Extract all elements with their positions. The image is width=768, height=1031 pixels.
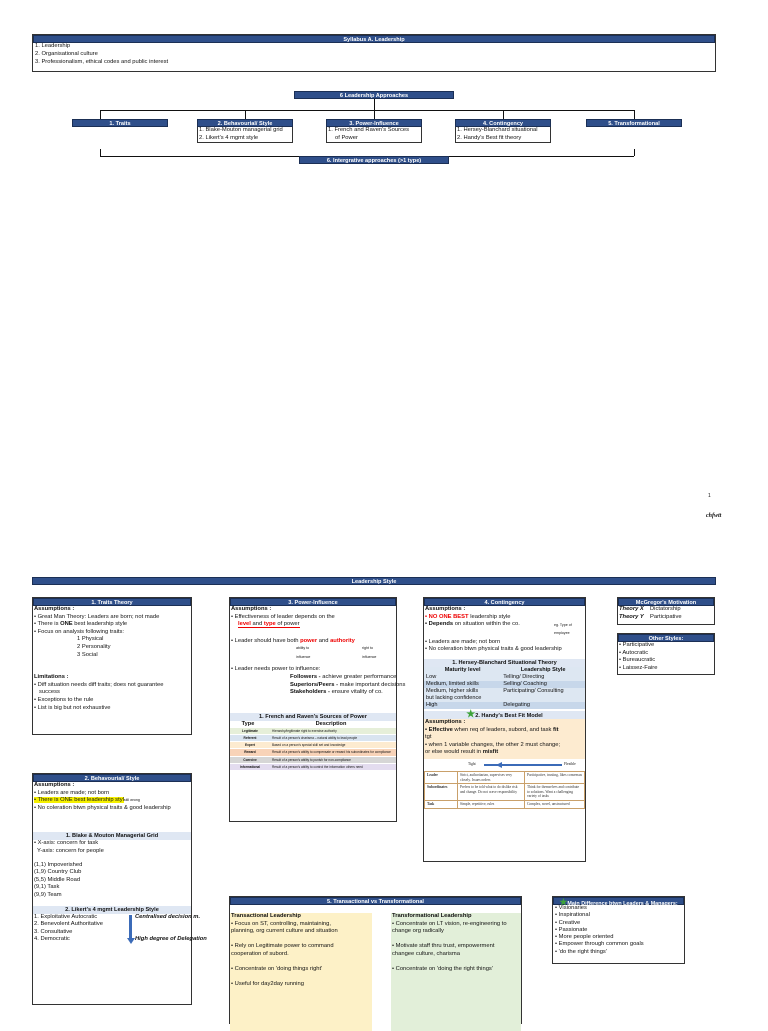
- contingency-title: 4. Contingency: [424, 598, 585, 606]
- power-box: [229, 597, 406, 822]
- tree-leg: [634, 110, 635, 119]
- grid-item: (9,9) Team: [34, 891, 62, 898]
- approach-power-title: 3. Power-Influence: [326, 119, 422, 127]
- difference-item: • More people oriented: [555, 934, 614, 941]
- integrative-box: 6. Intergrative approaches (>1 type): [299, 156, 449, 164]
- traits-box: [32, 597, 192, 735]
- french-desc: Hierarchy/legitimate right to exercise authority: [270, 728, 396, 735]
- traits-limitations-label: Limitations :: [34, 674, 69, 681]
- french-row: [230, 763, 396, 770]
- contingency-line: • Depends on situation within the co. eg. Type of employee: [425, 621, 572, 636]
- traits-line: • Great Man Theory: Leaders are born; not made: [34, 613, 160, 620]
- difference-item: • Visionaries: [555, 905, 587, 911]
- handy-flexible: Think for themselves and contribute to solutions. Want a challenging variety of tasks: [525, 784, 585, 801]
- handy-flexible-label: Flexible: [564, 761, 576, 766]
- likert-delegation: High degree of Delegation: [135, 935, 207, 942]
- french-row: [230, 728, 396, 735]
- likert-item: 1. Exploitative Autocratic: [34, 913, 98, 920]
- french-desc: Result of a person's ability to control the information others need: [270, 763, 396, 770]
- traits-line: • There is ONE best leadership style: [34, 621, 128, 628]
- handy-line: tgt: [425, 734, 432, 741]
- theory-x-row: Theory X Dictatorship: [619, 606, 681, 612]
- syllabus-item: 1. Leadership: [35, 43, 71, 49]
- hersey-row: [424, 702, 585, 709]
- handy-flexible: Participative, trusting, likes consensus: [525, 771, 585, 783]
- approach-transformational: 5. Transformational: [586, 119, 682, 127]
- likert-centralised: Centralised decision m.: [135, 913, 201, 920]
- blake-axis: Y-axis: concern for people: [37, 847, 104, 854]
- french-desc: Result of a person's ability to punish for non-compliance: [270, 756, 396, 763]
- traits-limitation: • Exceptions to the rule: [34, 696, 94, 703]
- mcgregor-title: McGregor's Motivation: [618, 598, 714, 606]
- other-style-item: • Laissez-Faire: [619, 664, 658, 671]
- transactional-line: [230, 936, 372, 944]
- hersey-style: Delegating: [503, 701, 531, 708]
- french-row: [230, 742, 396, 749]
- transformational-panel: [391, 913, 521, 1031]
- handy-line: • Effective when req of leaders, subord, and task fit: [425, 726, 559, 733]
- traits-limitation: • Diff situation needs diff traits; does not guarantee: [34, 681, 164, 688]
- transactional-line: • Focus on ST, controlling, maintaining,: [231, 920, 331, 927]
- tree-branch: [100, 110, 634, 111]
- traits-limitation: • List is big but not exhaustive: [34, 704, 111, 711]
- handy-tight: Strict, authoritarian, supervises very closely. Issues orders: [458, 771, 525, 783]
- behavioural-line: • No coleration btwn physical traits & good leadership: [34, 804, 171, 811]
- theory-y-row: Theory Y Participative: [619, 613, 682, 620]
- contingency-assumptions-label: Assumptions :: [425, 606, 466, 612]
- hersey-row: [424, 688, 585, 695]
- handy-table: [424, 771, 585, 809]
- difference-item: • Creative: [555, 919, 581, 926]
- power-line: Stakeholders - ensure vitality of co.: [290, 689, 383, 696]
- likert-item: 3. Consultative: [34, 928, 73, 935]
- transformational-line: [391, 959, 521, 967]
- handy-line: • when 1 variable changes, the other 2 must change;: [425, 741, 561, 748]
- contingency-line: • Leaders are made; not born: [425, 638, 501, 645]
- transformational-line: changee culture, charisma: [392, 950, 460, 957]
- transformational-line: change org radically: [392, 928, 444, 935]
- other-style-item: • Bureaucratic: [619, 657, 656, 664]
- transactional-line: cooperation of subord.: [231, 950, 289, 957]
- contingency-box: [423, 597, 586, 862]
- handy-assumptions-label: Assumptions :: [425, 718, 466, 725]
- french-row: [230, 756, 396, 763]
- contingency-line: • NO ONE BEST leadership style: [425, 613, 511, 620]
- star-icon: ★: [466, 708, 476, 720]
- power-note: right to: [362, 646, 373, 651]
- handy-key: Subordinates: [425, 784, 458, 801]
- hersey-maturity: High: [426, 701, 438, 708]
- transformational-line: [391, 936, 521, 944]
- difference-box: [552, 896, 685, 964]
- french-col-type: Type: [241, 720, 255, 727]
- power-line: Followers - achieve greater performance: [290, 673, 397, 680]
- handy-line: or else would result in misfit: [425, 749, 499, 756]
- blake-axis: • X-axis: concern for task: [34, 840, 99, 847]
- french-desc: Result of a person's charisma – natural ability to lead people: [270, 734, 396, 741]
- behavioural-assumptions-label: Assumptions :: [34, 782, 75, 788]
- transactional-line: planning, org current culture and situation: [231, 928, 338, 935]
- hersey-row: [424, 695, 585, 702]
- transformational-line: • Motivate staff thru trust, empowerment: [392, 943, 495, 950]
- approach-contingency: [455, 119, 551, 143]
- transactional-panel: [230, 913, 372, 1031]
- transform-box: [229, 896, 522, 1024]
- transactional-line: • Concentrate on 'doing things right': [231, 966, 323, 973]
- trait-item: 3 Social: [77, 651, 98, 658]
- french-table: [230, 728, 396, 771]
- transactional-line: [230, 974, 372, 982]
- transactional-line: [230, 959, 372, 967]
- mcgregor-box: [617, 597, 715, 625]
- power-line: • Leader should have both power and authority: [231, 637, 355, 644]
- handy-flexible: Complex, novel, unstructured: [525, 800, 585, 808]
- power-note: ability to: [296, 646, 310, 651]
- handy-tight: Prefers to be told what to do dislike risk and change. Do not crave responsibility: [458, 784, 525, 801]
- syllabus-item: 2. Organisational culture: [35, 50, 98, 57]
- power-line: level and type of power: [238, 621, 300, 628]
- tree-leg: [245, 110, 246, 119]
- approach-power: [326, 119, 422, 143]
- behavioural-line: • Leaders are made; not born: [34, 789, 110, 796]
- transformational-line: • Concentrate on LT vision, re-engineering to: [392, 920, 507, 927]
- contingency-note: employee: [554, 631, 570, 636]
- approach-line: of Power: [335, 134, 358, 141]
- approaches-title: 6 Leadership Approaches: [294, 91, 454, 99]
- blake-title: 1. Blake & Mouton Managerial Grid: [33, 832, 191, 840]
- contingency-note: eg. Type of: [554, 623, 572, 628]
- grid-item: (9,1) Task: [34, 884, 60, 891]
- down-arrow-icon: [129, 915, 132, 939]
- power-line: Superiors/Peers - make important decisions: [290, 681, 406, 688]
- tree-leg: [100, 110, 101, 119]
- grid-item: (1,9) Country Club: [34, 869, 82, 876]
- behavioural-line: • There is ONE best leadership stylstill wrong: [34, 797, 140, 804]
- hersey-row: [424, 674, 585, 681]
- grid-item: (1,1) Impoverished: [34, 861, 83, 868]
- other-style-item: • Autocratic: [619, 649, 649, 656]
- french-type: Coercive: [230, 756, 270, 763]
- hersey-maturity: Low: [426, 673, 437, 680]
- grid-item: (5,5) Middle Road: [34, 876, 81, 883]
- handy-tight: Simple, repetitive, rules: [458, 800, 525, 808]
- approach-line: 2. Handy's Best fit theory: [457, 134, 522, 141]
- handy-row: [425, 784, 585, 801]
- trait-item: 1 Physical: [77, 636, 104, 643]
- traits-line: • Focus on analysis following traits:: [34, 628, 124, 635]
- transactional-line: • Useful for day2day running: [231, 981, 304, 988]
- bracket-left: [100, 149, 101, 156]
- other-styles-box: [617, 633, 715, 675]
- likert-item: 2. Benevolent Authoritative: [34, 921, 103, 928]
- power-note: influence: [296, 655, 311, 660]
- french-title: 1. French and Raven's Sources of Power: [230, 713, 396, 721]
- contingency-line: • No coleration btwn physical traits & good leadership: [425, 646, 562, 653]
- difference-item: • Empower through common goals: [555, 941, 644, 948]
- french-type: Reward: [230, 749, 270, 756]
- french-type: Legitimate: [230, 728, 270, 735]
- handy-row: [425, 771, 585, 783]
- other-style-item: • Participative: [619, 642, 655, 648]
- french-col-desc: Description: [315, 720, 347, 727]
- hersey-style: Participating/ Consulting: [503, 687, 564, 694]
- hersey-maturity: but lacking confidence: [426, 694, 482, 701]
- other-styles-title: Other Styles:: [618, 634, 714, 642]
- hersey-row: [424, 681, 585, 688]
- tree-leg: [374, 110, 375, 119]
- french-desc: Result of a person's ability to compensate or reward his subordinates for compliance: [270, 749, 396, 756]
- power-title: 3. Power-Influence: [230, 598, 396, 606]
- likert-title: 2. Likert's 4 mgmt Leadership Style: [33, 906, 191, 914]
- french-row: [230, 749, 396, 756]
- syllabus-box: [32, 34, 716, 72]
- approach-behavioural: [197, 119, 293, 143]
- hersey-col-maturity: Maturity level: [424, 667, 501, 674]
- hersey-col-style: Leadership Style: [501, 667, 585, 674]
- approach-behavioural-title: 2. Behavourial/ Style: [197, 119, 293, 127]
- power-assumptions-label: Assumptions :: [231, 606, 272, 612]
- approach-line: 1. Blake-Mouton managerial grid: [199, 127, 283, 133]
- hersey-title: 1. Hersey-Blanchard Situational Theory: [424, 659, 585, 667]
- approach-line: 1. Hersey-Blanchard situational: [457, 127, 538, 133]
- handy-key: Leader: [425, 771, 458, 783]
- approach-line: 1. French and Raven's Sources: [328, 127, 410, 133]
- hersey-style: Selling/ Coaching: [503, 680, 547, 687]
- down-arrow-head-icon: [127, 938, 135, 944]
- page-number: 1: [708, 493, 711, 499]
- difference-item: • Inspirational: [555, 912, 590, 919]
- signature: chfwtt: [706, 513, 722, 519]
- french-type: Informational: [230, 763, 270, 770]
- hersey-style: Telling/ Directing: [503, 673, 545, 680]
- french-type: Expert: [230, 742, 270, 749]
- hersey-style: [501, 695, 585, 702]
- power-line: • Effectiveness of leader depends on the: [231, 613, 335, 620]
- french-row: [230, 734, 396, 741]
- hersey-maturity: Medium, limited skills: [426, 680, 479, 687]
- difference-item: • Passionate: [555, 926, 588, 933]
- handy-tight-label: Tight: [468, 761, 476, 766]
- transformational-title: Transformational Leadership: [392, 913, 472, 919]
- behavioural-box: [32, 773, 207, 1005]
- handy-row: [425, 800, 585, 808]
- difference-title: ★Main Difference btwn Leaders & Managers:: [553, 897, 684, 905]
- bracket-right: [634, 149, 635, 156]
- difference-item: • 'do the right things': [555, 948, 607, 955]
- hersey-maturity: Medium, higher skills: [426, 687, 479, 694]
- transformational-line: • Concentrate on 'doing the right things': [392, 966, 493, 973]
- approach-traits: 1. Traits: [72, 119, 168, 127]
- syllabus-title: Syllabus A. Leadership: [33, 35, 715, 43]
- approach-contingency-title: 4. Contingency: [455, 119, 551, 127]
- transform-title: 5. Transactional vs Transformational: [230, 897, 521, 905]
- handy-key: Task: [425, 800, 458, 808]
- leadership-style-banner: Leadership Style: [32, 577, 716, 585]
- transactional-title: Transactional Leadership: [231, 913, 301, 919]
- hersey-table: [424, 667, 585, 709]
- power-note: influence: [362, 655, 377, 660]
- scale-arrow-head-icon: [496, 762, 502, 768]
- handy-title: ★2. Handy's Best Fit Model: [424, 711, 585, 719]
- likert-item: 4. Democratic: [34, 936, 70, 943]
- transactional-line: • Rely on Legitimate power to command: [231, 943, 334, 950]
- power-line: • Leader needs power to influence:: [231, 666, 321, 673]
- traits-title: 1. Traits Theory: [33, 598, 191, 606]
- traits-limitation: success: [39, 689, 60, 696]
- french-type: Referent: [230, 734, 270, 741]
- tree-stem: [374, 99, 375, 110]
- approach-line: 2. Likert's 4 mgmt style: [199, 134, 259, 141]
- tree-leg: [503, 110, 504, 119]
- behavioural-title: 2. Behavourial/ Style: [33, 774, 191, 782]
- french-desc: Based on a person's special skill set and knowledge: [270, 742, 396, 749]
- traits-assumptions-label: Assumptions :: [34, 606, 75, 612]
- star-icon: ★: [559, 897, 568, 907]
- trait-item: 2 Personality: [77, 643, 111, 650]
- syllabus-item: 3. Professionalism, ethical codes and public interest: [35, 58, 169, 65]
